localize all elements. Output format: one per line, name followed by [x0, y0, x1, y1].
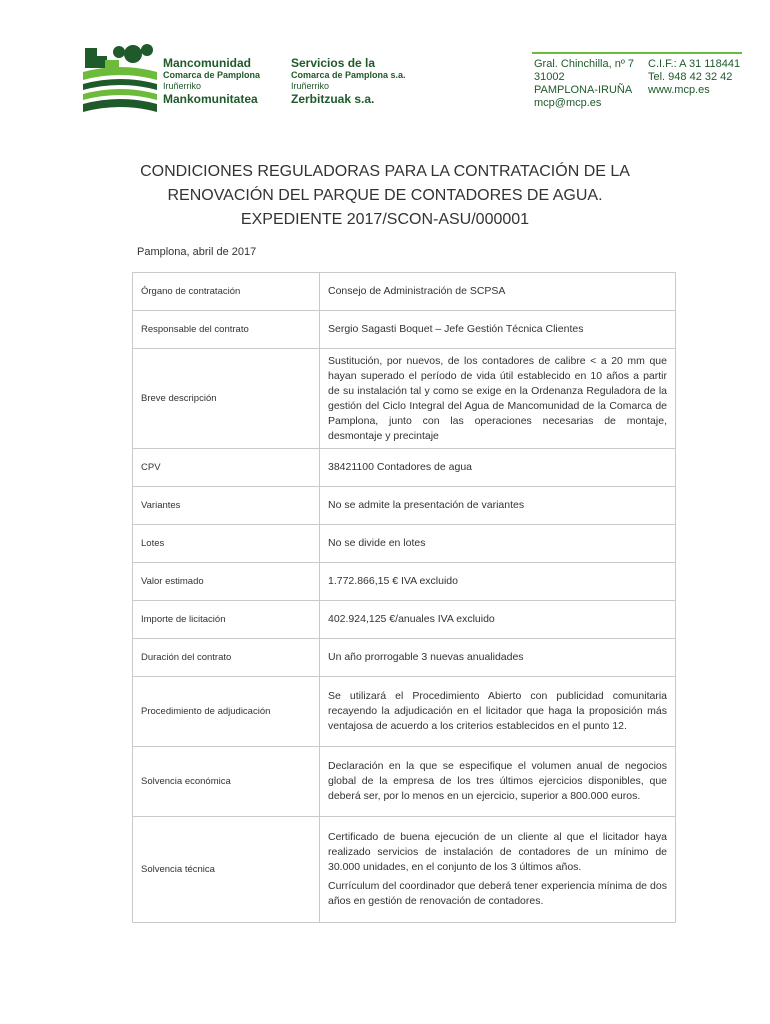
table-row [133, 747, 676, 817]
mancomunidad-name-block [163, 56, 260, 106]
table-row [133, 487, 676, 525]
contact-email: mcp@mcp.es [534, 97, 602, 109]
website: www.mcp.es [648, 84, 710, 96]
title-line-3: EXPEDIENTE 2017/SCON-ASU/000001 [240, 211, 530, 228]
table-row [133, 311, 676, 349]
row-value [320, 747, 676, 817]
cif: C.I.F.: A 31 118441 [648, 58, 741, 70]
contact-tax [648, 58, 740, 97]
row-value [320, 677, 676, 747]
org2-line3: Iruñerriko [291, 81, 330, 91]
org1-line3: Iruñerriko [163, 81, 202, 91]
address-city: PAMPLONA-IRUÑA [534, 84, 633, 96]
row-label: Órgano de contratación [133, 273, 320, 311]
document-date: Pamplona, abril de 2017 [137, 246, 257, 258]
org1-line4: Mankomunitatea [163, 92, 258, 106]
row-value-paragraph: No se divide en lotes [328, 537, 426, 549]
row-label: Valor estimado [133, 563, 320, 601]
row-value [320, 273, 676, 311]
row-value-paragraph: Se utilizará el Procedimiento Abierto con publicidad comunitaria recayendo la adjudicación en el licitador que haga la proposición más ventajosa de acuerdo a los criterios establecidos en el punto 12. [328, 690, 667, 732]
row-value [320, 449, 676, 487]
table-row [133, 601, 676, 639]
row-value [320, 563, 676, 601]
row-value [320, 639, 676, 677]
row-value-paragraph: Un año prorrogable 3 nuevas anualidades [328, 651, 524, 663]
row-label: Duración del contrato [133, 639, 320, 677]
title-line-2: RENOVACIÓN DEL PARQUE DE CONTADORES DE AGUA. [167, 187, 603, 204]
document-title [120, 160, 650, 232]
row-label: Variantes [133, 487, 320, 525]
row-value [320, 817, 676, 923]
row-value-paragraph: 402.924,125 €/anuales IVA excluido [328, 613, 495, 625]
table-row [133, 817, 676, 923]
row-value-paragraph: Sergio Sagasti Boquet – Jefe Gestión Técnica Clientes [328, 323, 584, 335]
table-row [133, 449, 676, 487]
row-label: CPV [133, 449, 320, 487]
row-value-paragraph: No se admite la presentación de variantes [328, 499, 525, 511]
row-label: Solvencia económica [133, 747, 320, 817]
table-row [133, 563, 676, 601]
row-label: Lotes [133, 525, 320, 563]
address-postcode: 31002 [534, 71, 565, 83]
row-value [320, 487, 676, 525]
address-street: Gral. Chinchilla, nº 7 [534, 58, 635, 70]
row-label: Importe de licitación [133, 601, 320, 639]
phone: Tel. 948 42 32 42 [648, 71, 733, 83]
row-value-paragraph: Currículum del coordinador que deberá tener experiencia mínima de dos años en gestión de renovación de contadores. [328, 880, 667, 907]
header-divider [532, 52, 742, 54]
table-row [133, 273, 676, 311]
row-label: Procedimiento de adjudicación [133, 677, 320, 747]
row-label: Responsable del contrato [133, 311, 320, 349]
row-label: Breve descripción [133, 349, 320, 449]
row-value [320, 311, 676, 349]
org1-name: Mancomunidad [163, 56, 252, 70]
table-row [133, 525, 676, 563]
row-value-paragraph: Certificado de buena ejecución de un cliente al que el licitador haya realizado servicios de instalación de contadores de un mínimo de 30.000 unidades, en el conjunto de los 3 últimos años. [328, 831, 667, 873]
row-value-paragraph: Declaración en la que se especifique el volumen anual de negocios global de la empresa de los tres últimos ejercicios disponibles, que deberá ser, por lo menos en un ejercicio, superior a 800.000 euros. [328, 760, 667, 802]
row-value-paragraph: 1.772.866,15 € IVA excluido [328, 575, 458, 587]
row-label: Solvencia técnica [133, 817, 320, 923]
letterhead [0, 0, 770, 130]
contract-summary-table [132, 272, 676, 923]
table-row [133, 349, 676, 449]
row-value-paragraph: 38421100 Contadores de agua [328, 461, 473, 473]
table-row [133, 639, 676, 677]
row-value-paragraph: Consejo de Administración de SCPSA [328, 285, 506, 297]
table-row [133, 677, 676, 747]
row-value [320, 601, 676, 639]
title-line-1: CONDICIONES REGULADORAS PARA LA CONTRATACIÓN DE LA [140, 163, 630, 180]
row-value [320, 525, 676, 563]
row-value-paragraph: Sustitución, por nuevos, de los contadores de calibre < a 20 mm que hayan superado el período de vida útil establecido en 10 años a partir de su instalación tal y como se exige en la Ordenanza Reguladora de la gestión del Ciclo Integral del Agua de Mancomunidad de la Comarca de Pamplona, junto con las operaciones necesarias de montaje, desmontaje y precintaje [328, 354, 667, 442]
org2-line2: Comarca de Pamplona s.a. [291, 70, 406, 80]
servicios-name-block [291, 56, 406, 106]
mancomunidad-logo-icon [83, 42, 157, 116]
org1-line2: Comarca de Pamplona [163, 70, 261, 80]
org2-name: Servicios de la [291, 56, 376, 70]
org2-line4: Zerbitzuak s.a. [291, 92, 375, 106]
contact-address [534, 58, 634, 110]
row-value [320, 349, 676, 449]
